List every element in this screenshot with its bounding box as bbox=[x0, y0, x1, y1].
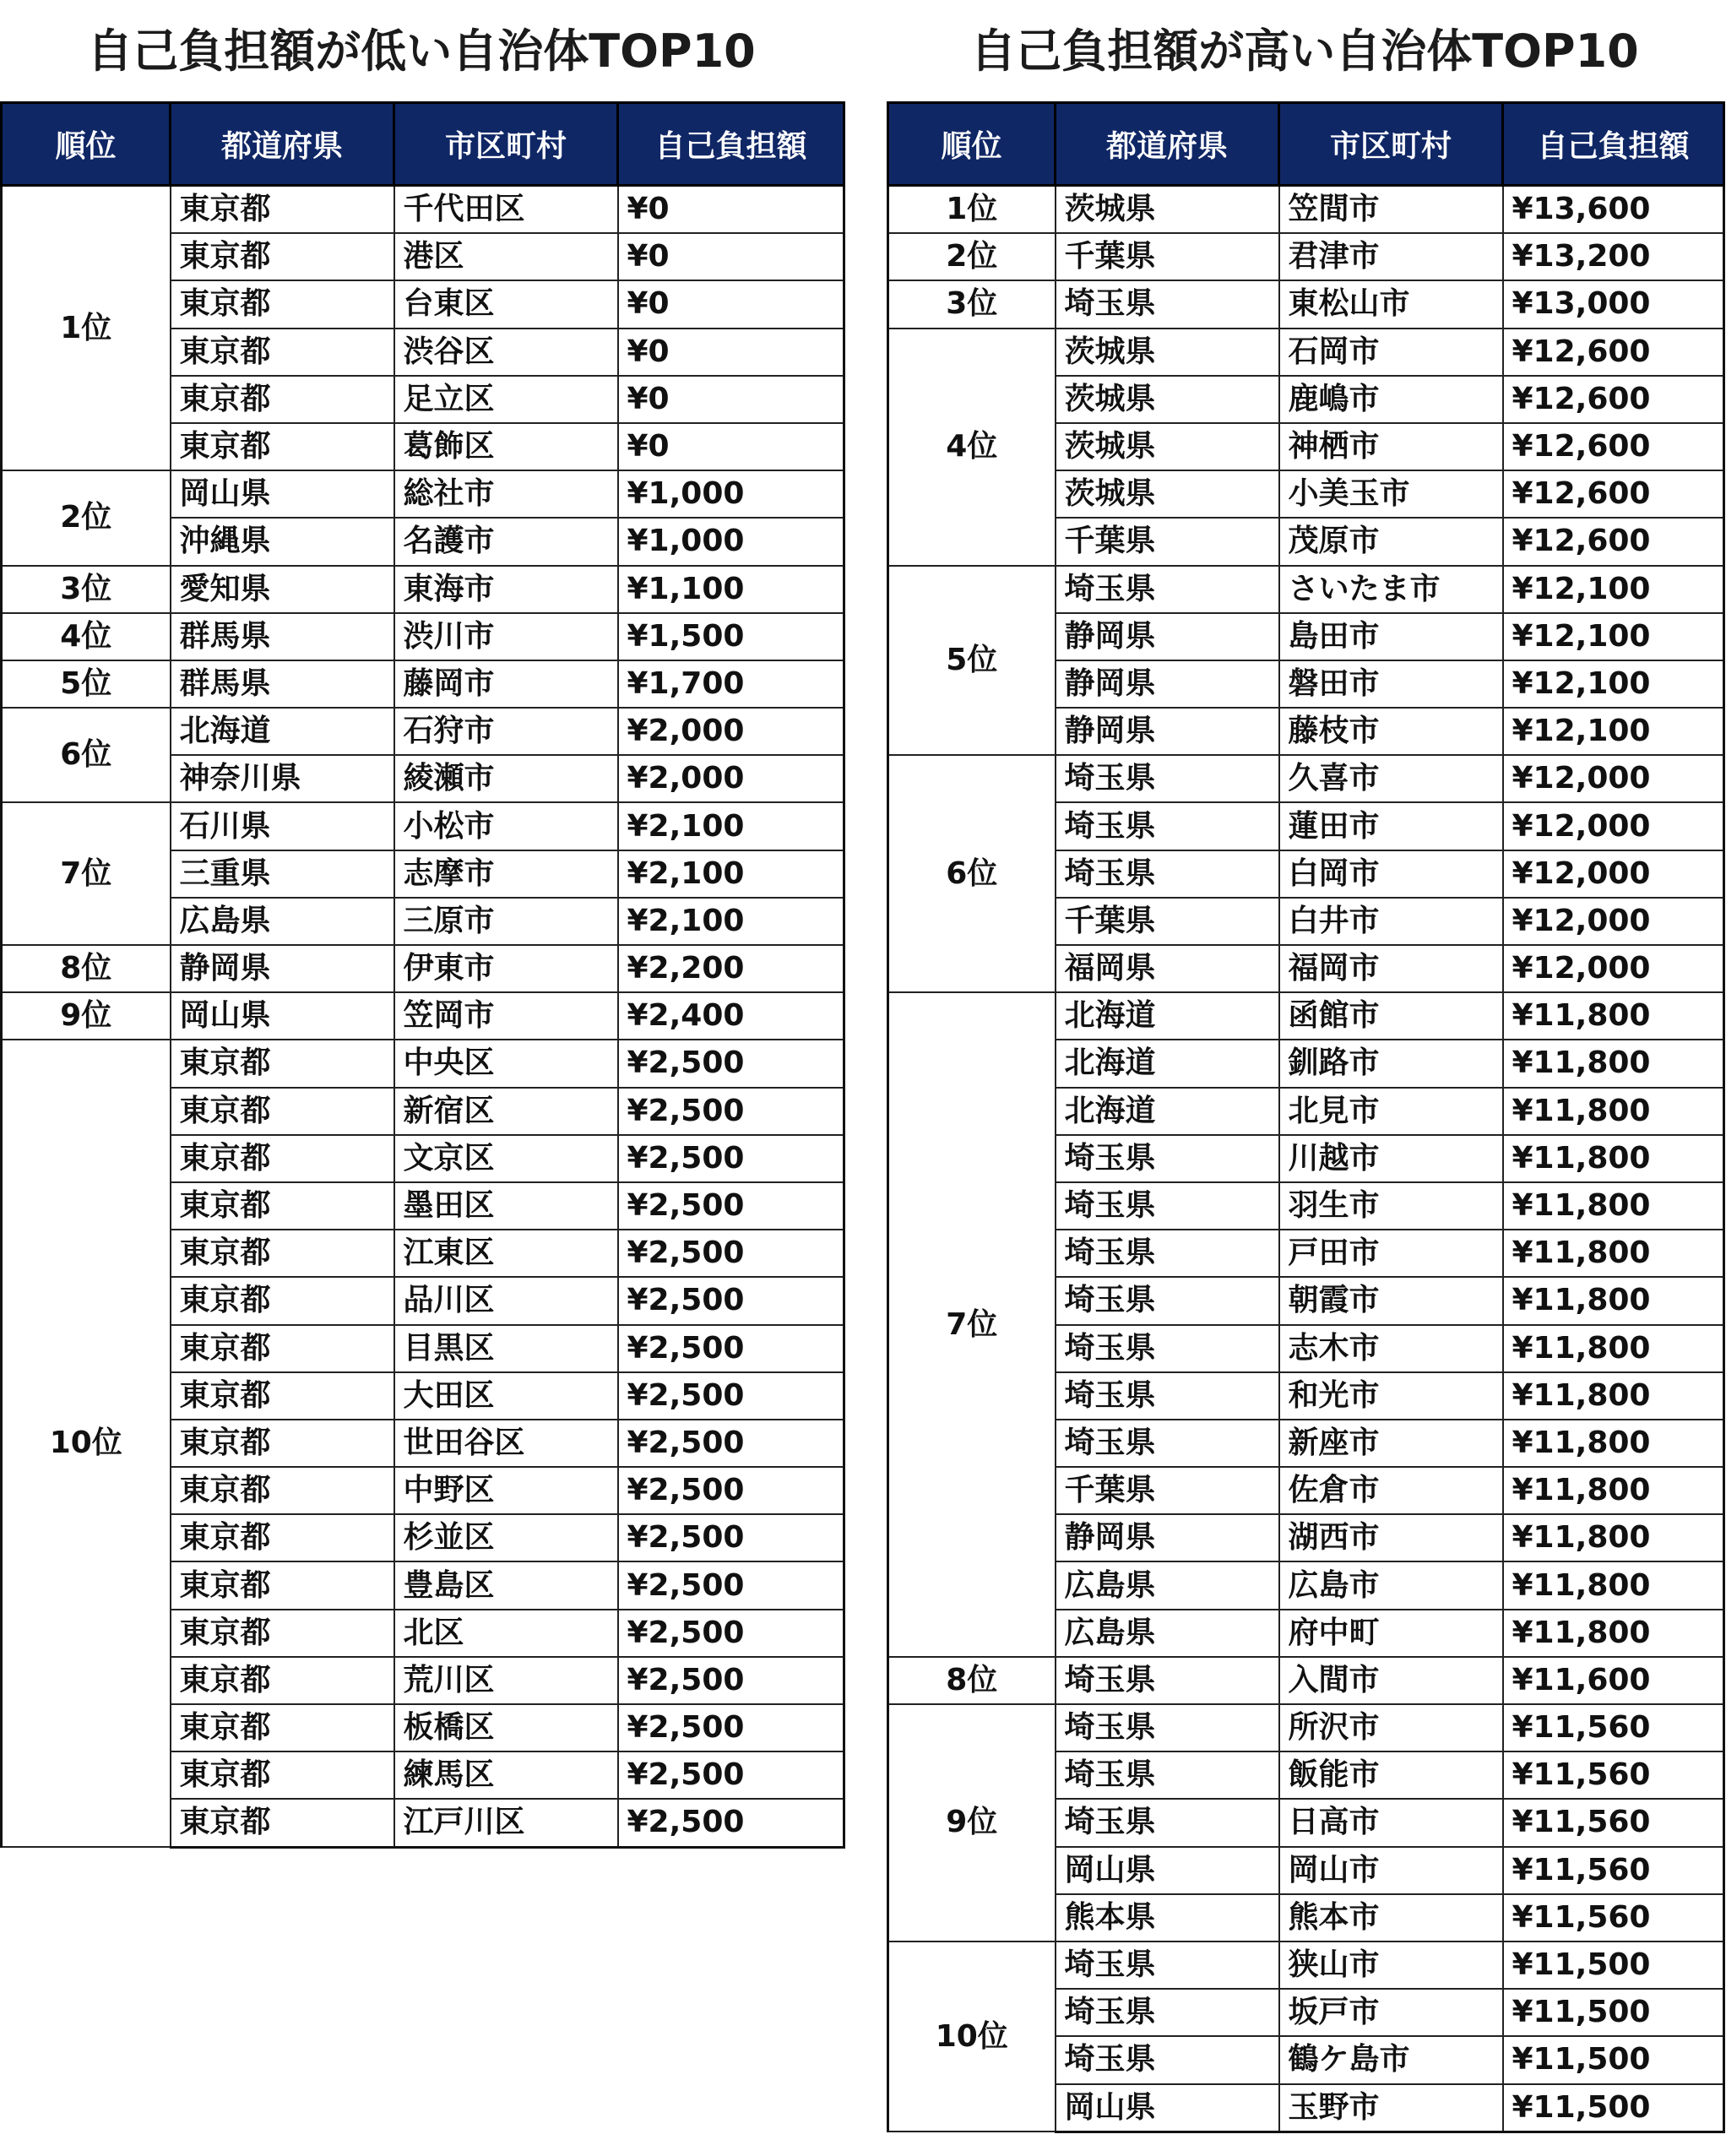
prefecture-cell: 千葉県 bbox=[1056, 898, 1279, 945]
municipality-cell: 和光市 bbox=[1279, 1372, 1503, 1420]
prefecture-cell: 東京都 bbox=[171, 376, 394, 423]
amount-cell: ¥2,500 bbox=[618, 1135, 844, 1182]
amount-cell: ¥0 bbox=[618, 329, 844, 376]
table-row bbox=[2, 660, 844, 708]
table-row bbox=[888, 755, 1724, 802]
municipality-cell: 総社市 bbox=[394, 470, 618, 518]
amount-cell: ¥11,800 bbox=[1503, 1325, 1724, 1372]
amount-cell: ¥1,100 bbox=[618, 566, 844, 613]
high-ranking-title: 自己負担額が高い自治体TOP10 bbox=[970, 24, 1639, 78]
low-ranking-title: 自己負担額が低い自治体TOP10 bbox=[87, 24, 756, 78]
amount-cell: ¥12,600 bbox=[1503, 329, 1724, 376]
prefecture-cell: 東京都 bbox=[171, 1230, 394, 1277]
amount-cell: ¥0 bbox=[618, 423, 844, 470]
municipality-cell: 久喜市 bbox=[1279, 755, 1503, 802]
municipality-cell: 熊本市 bbox=[1279, 1894, 1503, 1941]
amount-cell: ¥2,000 bbox=[618, 708, 844, 755]
municipality-cell: 石岡市 bbox=[1279, 329, 1503, 376]
amount-cell: ¥2,100 bbox=[618, 898, 844, 945]
prefecture-cell: 東京都 bbox=[171, 1372, 394, 1420]
amount-cell: ¥11,800 bbox=[1503, 1088, 1724, 1135]
header-rank: 順位 bbox=[2, 103, 171, 186]
table-row bbox=[888, 186, 1724, 234]
amount-cell: ¥2,200 bbox=[618, 945, 844, 992]
prefecture-cell: 東京都 bbox=[171, 329, 394, 376]
amount-cell: ¥11,560 bbox=[1503, 1847, 1724, 1894]
municipality-cell: 葛飾区 bbox=[394, 423, 618, 470]
amount-cell: ¥13,600 bbox=[1503, 186, 1724, 234]
amount-cell: ¥12,100 bbox=[1503, 660, 1724, 708]
amount-cell: ¥11,800 bbox=[1503, 1230, 1724, 1277]
prefecture-cell: 北海道 bbox=[171, 708, 394, 755]
municipality-cell: 飯能市 bbox=[1279, 1751, 1503, 1799]
rank-cell: 3位 bbox=[2, 566, 171, 613]
prefecture-cell: 東京都 bbox=[171, 1325, 394, 1372]
prefecture-cell: 静岡県 bbox=[1056, 1514, 1279, 1561]
amount-cell: ¥2,000 bbox=[618, 755, 844, 802]
amount-cell: ¥11,560 bbox=[1503, 1704, 1724, 1751]
municipality-cell: 藤岡市 bbox=[394, 660, 618, 708]
rank-cell: 10位 bbox=[888, 1941, 1056, 2132]
amount-cell: ¥11,500 bbox=[1503, 2084, 1724, 2132]
low-ranking-table bbox=[0, 101, 845, 1849]
amount-cell: ¥2,400 bbox=[618, 992, 844, 1040]
low-ranking-panel bbox=[0, 0, 843, 1849]
amount-cell: ¥2,100 bbox=[618, 850, 844, 898]
prefecture-cell: 北海道 bbox=[1056, 992, 1279, 1040]
municipality-cell: 福岡市 bbox=[1279, 945, 1503, 992]
amount-cell: ¥11,800 bbox=[1503, 1135, 1724, 1182]
amount-cell: ¥1,000 bbox=[618, 470, 844, 518]
high-ranking-table bbox=[887, 101, 1725, 2133]
amount-cell: ¥2,500 bbox=[618, 1610, 844, 1657]
municipality-cell: 朝霞市 bbox=[1279, 1277, 1503, 1324]
rank-cell: 1位 bbox=[2, 186, 171, 471]
municipality-cell: 伊東市 bbox=[394, 945, 618, 992]
amount-cell: ¥2,500 bbox=[618, 1799, 844, 1847]
municipality-cell: 君津市 bbox=[1279, 233, 1503, 280]
municipality-cell: 大田区 bbox=[394, 1372, 618, 1420]
municipality-cell: 東海市 bbox=[394, 566, 618, 613]
prefecture-cell: 埼玉県 bbox=[1056, 1230, 1279, 1277]
municipality-cell: 玉野市 bbox=[1279, 2084, 1503, 2132]
prefecture-cell: 東京都 bbox=[171, 1657, 394, 1704]
prefecture-cell: 東京都 bbox=[171, 1135, 394, 1182]
prefecture-cell: 東京都 bbox=[171, 1561, 394, 1609]
rank-cell: 2位 bbox=[2, 470, 171, 565]
municipality-cell: 島田市 bbox=[1279, 613, 1503, 660]
municipality-cell: 渋谷区 bbox=[394, 329, 618, 376]
prefecture-cell: 東京都 bbox=[171, 1467, 394, 1514]
prefecture-cell: 千葉県 bbox=[1056, 1467, 1279, 1514]
prefecture-cell: 福岡県 bbox=[1056, 945, 1279, 992]
prefecture-cell: 静岡県 bbox=[1056, 613, 1279, 660]
prefecture-cell: 埼玉県 bbox=[1056, 1135, 1279, 1182]
table-row bbox=[888, 233, 1724, 280]
high-ranking-body bbox=[888, 186, 1724, 2132]
municipality-cell: 笠間市 bbox=[1279, 186, 1503, 234]
amount-cell: ¥0 bbox=[618, 376, 844, 423]
rank-cell: 5位 bbox=[2, 660, 171, 708]
prefecture-cell: 北海道 bbox=[1056, 1088, 1279, 1135]
prefecture-cell: 茨城県 bbox=[1056, 376, 1279, 423]
prefecture-cell: 東京都 bbox=[171, 1277, 394, 1324]
amount-cell: ¥11,560 bbox=[1503, 1894, 1724, 1941]
municipality-cell: 釧路市 bbox=[1279, 1040, 1503, 1087]
amount-cell: ¥2,500 bbox=[618, 1088, 844, 1135]
rank-cell: 9位 bbox=[888, 1704, 1056, 1941]
amount-cell: ¥0 bbox=[618, 280, 844, 328]
municipality-cell: 小松市 bbox=[394, 802, 618, 850]
prefecture-cell: 埼玉県 bbox=[1056, 2036, 1279, 2083]
municipality-cell: 杉並区 bbox=[394, 1514, 618, 1561]
low-ranking-body bbox=[2, 186, 844, 1848]
prefecture-cell: 岡山県 bbox=[171, 470, 394, 518]
prefecture-cell: 東京都 bbox=[171, 233, 394, 280]
municipality-cell: 志木市 bbox=[1279, 1325, 1503, 1372]
municipality-cell: 世田谷区 bbox=[394, 1420, 618, 1467]
prefecture-cell: 埼玉県 bbox=[1056, 1989, 1279, 2036]
amount-cell: ¥12,600 bbox=[1503, 470, 1724, 518]
municipality-cell: 板橋区 bbox=[394, 1704, 618, 1751]
amount-cell: ¥2,500 bbox=[618, 1277, 844, 1324]
amount-cell: ¥12,000 bbox=[1503, 802, 1724, 850]
amount-cell: ¥12,000 bbox=[1503, 850, 1724, 898]
municipality-cell: 中野区 bbox=[394, 1467, 618, 1514]
table-row bbox=[2, 186, 844, 234]
municipality-cell: 中央区 bbox=[394, 1040, 618, 1087]
prefecture-cell: 広島県 bbox=[1056, 1561, 1279, 1609]
municipality-cell: 港区 bbox=[394, 233, 618, 280]
prefecture-cell: 岡山県 bbox=[171, 992, 394, 1040]
header-prefecture: 都道府県 bbox=[1056, 103, 1279, 186]
municipality-cell: 江戸川区 bbox=[394, 1799, 618, 1847]
table-header-row bbox=[2, 103, 844, 186]
municipality-cell: 笠岡市 bbox=[394, 992, 618, 1040]
table-row bbox=[888, 1657, 1724, 1704]
amount-cell: ¥2,500 bbox=[618, 1372, 844, 1420]
amount-cell: ¥11,800 bbox=[1503, 1182, 1724, 1230]
amount-cell: ¥11,800 bbox=[1503, 1610, 1724, 1657]
municipality-cell: 岡山市 bbox=[1279, 1847, 1503, 1894]
municipality-cell: 目黒区 bbox=[394, 1325, 618, 1372]
table-row bbox=[2, 945, 844, 992]
municipality-cell: 川越市 bbox=[1279, 1135, 1503, 1182]
table-row bbox=[888, 1941, 1724, 1989]
amount-cell: ¥12,100 bbox=[1503, 708, 1724, 755]
prefecture-cell: 静岡県 bbox=[171, 945, 394, 992]
prefecture-cell: 岡山県 bbox=[1056, 1847, 1279, 1894]
amount-cell: ¥2,500 bbox=[618, 1514, 844, 1561]
prefecture-cell: 熊本県 bbox=[1056, 1894, 1279, 1941]
table-row bbox=[2, 1040, 844, 1087]
municipality-cell: 足立区 bbox=[394, 376, 618, 423]
prefecture-cell: 千葉県 bbox=[1056, 233, 1279, 280]
rank-cell: 7位 bbox=[888, 992, 1056, 1657]
municipality-cell: 神栖市 bbox=[1279, 423, 1503, 470]
prefecture-cell: 埼玉県 bbox=[1056, 566, 1279, 613]
header-amount: 自己負担額 bbox=[1503, 103, 1724, 186]
rank-cell: 5位 bbox=[888, 566, 1056, 756]
amount-cell: ¥11,800 bbox=[1503, 1040, 1724, 1087]
amount-cell: ¥11,560 bbox=[1503, 1751, 1724, 1799]
header-municipality: 市区町村 bbox=[1279, 103, 1503, 186]
amount-cell: ¥11,500 bbox=[1503, 1989, 1724, 2036]
prefecture-cell: 茨城県 bbox=[1056, 329, 1279, 376]
table-row bbox=[2, 802, 844, 850]
municipality-cell: 綾瀬市 bbox=[394, 755, 618, 802]
rank-cell: 1位 bbox=[888, 186, 1056, 234]
rank-cell: 6位 bbox=[888, 755, 1056, 992]
amount-cell: ¥12,600 bbox=[1503, 518, 1724, 565]
municipality-cell: 豊島区 bbox=[394, 1561, 618, 1609]
rank-cell: 8位 bbox=[2, 945, 171, 992]
municipality-cell: 広島市 bbox=[1279, 1561, 1503, 1609]
municipality-cell: 三原市 bbox=[394, 898, 618, 945]
municipality-cell: 東松山市 bbox=[1279, 280, 1503, 328]
rank-cell: 8位 bbox=[888, 1657, 1056, 1704]
amount-cell: ¥11,800 bbox=[1503, 1514, 1724, 1561]
amount-cell: ¥1,700 bbox=[618, 660, 844, 708]
municipality-cell: 鹿嶋市 bbox=[1279, 376, 1503, 423]
prefecture-cell: 神奈川県 bbox=[171, 755, 394, 802]
amount-cell: ¥11,800 bbox=[1503, 1561, 1724, 1609]
amount-cell: ¥1,000 bbox=[618, 518, 844, 565]
municipality-cell: 江東区 bbox=[394, 1230, 618, 1277]
prefecture-cell: 埼玉県 bbox=[1056, 1420, 1279, 1467]
prefecture-cell: 埼玉県 bbox=[1056, 1277, 1279, 1324]
prefecture-cell: 埼玉県 bbox=[1056, 802, 1279, 850]
amount-cell: ¥2,500 bbox=[618, 1040, 844, 1087]
amount-cell: ¥2,500 bbox=[618, 1467, 844, 1514]
municipality-cell: 佐倉市 bbox=[1279, 1467, 1503, 1514]
prefecture-cell: 東京都 bbox=[171, 1704, 394, 1751]
amount-cell: ¥12,600 bbox=[1503, 376, 1724, 423]
amount-cell: ¥11,800 bbox=[1503, 1467, 1724, 1514]
amount-cell: ¥11,600 bbox=[1503, 1657, 1724, 1704]
amount-cell: ¥12,600 bbox=[1503, 423, 1724, 470]
table-row bbox=[888, 280, 1724, 328]
prefecture-cell: 埼玉県 bbox=[1056, 1751, 1279, 1799]
prefecture-cell: 東京都 bbox=[171, 1514, 394, 1561]
municipality-cell: 藤枝市 bbox=[1279, 708, 1503, 755]
amount-cell: ¥13,200 bbox=[1503, 233, 1724, 280]
municipality-cell: 白井市 bbox=[1279, 898, 1503, 945]
prefecture-cell: 静岡県 bbox=[1056, 660, 1279, 708]
prefecture-cell: 北海道 bbox=[1056, 1040, 1279, 1087]
amount-cell: ¥2,500 bbox=[618, 1704, 844, 1751]
prefecture-cell: 群馬県 bbox=[171, 613, 394, 660]
amount-cell: ¥13,000 bbox=[1503, 280, 1724, 328]
municipality-cell: 狭山市 bbox=[1279, 1941, 1503, 1989]
municipality-cell: 坂戸市 bbox=[1279, 1989, 1503, 2036]
header-prefecture: 都道府県 bbox=[171, 103, 394, 186]
prefecture-cell: 埼玉県 bbox=[1056, 280, 1279, 328]
table-row bbox=[2, 708, 844, 755]
municipality-cell: 品川区 bbox=[394, 1277, 618, 1324]
prefecture-cell: 東京都 bbox=[171, 1088, 394, 1135]
amount-cell: ¥2,500 bbox=[618, 1657, 844, 1704]
prefecture-cell: 埼玉県 bbox=[1056, 1657, 1279, 1704]
prefecture-cell: 静岡県 bbox=[1056, 708, 1279, 755]
prefecture-cell: 愛知県 bbox=[171, 566, 394, 613]
municipality-cell: 湖西市 bbox=[1279, 1514, 1503, 1561]
prefecture-cell: 埼玉県 bbox=[1056, 755, 1279, 802]
amount-cell: ¥0 bbox=[618, 233, 844, 280]
table-row bbox=[2, 992, 844, 1040]
rank-cell: 4位 bbox=[2, 613, 171, 660]
prefecture-cell: 東京都 bbox=[171, 1040, 394, 1087]
municipality-cell: 所沢市 bbox=[1279, 1704, 1503, 1751]
prefecture-cell: 埼玉県 bbox=[1056, 1799, 1279, 1846]
municipality-cell: 函館市 bbox=[1279, 992, 1503, 1040]
municipality-cell: 渋川市 bbox=[394, 613, 618, 660]
amount-cell: ¥2,500 bbox=[618, 1182, 844, 1230]
prefecture-cell: 埼玉県 bbox=[1056, 850, 1279, 898]
header-amount: 自己負担額 bbox=[618, 103, 844, 186]
prefecture-cell: 広島県 bbox=[1056, 1610, 1279, 1657]
amount-cell: ¥11,560 bbox=[1503, 1799, 1724, 1846]
table-row bbox=[2, 613, 844, 660]
prefecture-cell: 東京都 bbox=[171, 186, 394, 234]
prefecture-cell: 埼玉県 bbox=[1056, 1372, 1279, 1420]
municipality-cell: 千代田区 bbox=[394, 186, 618, 234]
prefecture-cell: 沖縄県 bbox=[171, 518, 394, 565]
amount-cell: ¥12,000 bbox=[1503, 945, 1724, 992]
amount-cell: ¥12,000 bbox=[1503, 755, 1724, 802]
municipality-cell: 新宿区 bbox=[394, 1088, 618, 1135]
prefecture-cell: 千葉県 bbox=[1056, 518, 1279, 565]
municipality-cell: 台東区 bbox=[394, 280, 618, 328]
header-municipality: 市区町村 bbox=[394, 103, 618, 186]
amount-cell: ¥2,500 bbox=[618, 1561, 844, 1609]
prefecture-cell: 埼玉県 bbox=[1056, 1325, 1279, 1372]
table-row bbox=[888, 992, 1724, 1040]
municipality-cell: 入間市 bbox=[1279, 1657, 1503, 1704]
municipality-cell: 名護市 bbox=[394, 518, 618, 565]
amount-cell: ¥11,800 bbox=[1503, 992, 1724, 1040]
amount-cell: ¥2,100 bbox=[618, 802, 844, 850]
table-row bbox=[888, 566, 1724, 613]
amount-cell: ¥12,000 bbox=[1503, 898, 1724, 945]
municipality-cell: 墨田区 bbox=[394, 1182, 618, 1230]
municipality-cell: 小美玉市 bbox=[1279, 470, 1503, 518]
prefecture-cell: 茨城県 bbox=[1056, 423, 1279, 470]
prefecture-cell: 茨城県 bbox=[1056, 470, 1279, 518]
amount-cell: ¥2,500 bbox=[618, 1325, 844, 1372]
municipality-cell: 北見市 bbox=[1279, 1088, 1503, 1135]
prefecture-cell: 埼玉県 bbox=[1056, 1941, 1279, 1989]
rank-cell: 9位 bbox=[2, 992, 171, 1040]
prefecture-cell: 埼玉県 bbox=[1056, 1182, 1279, 1230]
municipality-cell: 蓮田市 bbox=[1279, 802, 1503, 850]
rank-cell: 6位 bbox=[2, 708, 171, 802]
municipality-cell: 文京区 bbox=[394, 1135, 618, 1182]
municipality-cell: 荒川区 bbox=[394, 1657, 618, 1704]
amount-cell: ¥2,500 bbox=[618, 1420, 844, 1467]
prefecture-cell: 岡山県 bbox=[1056, 2084, 1279, 2132]
municipality-cell: 練馬区 bbox=[394, 1751, 618, 1799]
municipality-cell: 茂原市 bbox=[1279, 518, 1503, 565]
prefecture-cell: 東京都 bbox=[171, 1610, 394, 1657]
table-row bbox=[888, 1704, 1724, 1751]
rank-cell: 4位 bbox=[888, 329, 1056, 566]
prefecture-cell: 東京都 bbox=[171, 1751, 394, 1799]
municipality-cell: 府中町 bbox=[1279, 1610, 1503, 1657]
amount-cell: ¥12,100 bbox=[1503, 613, 1724, 660]
prefecture-cell: 三重県 bbox=[171, 850, 394, 898]
municipality-cell: 新座市 bbox=[1279, 1420, 1503, 1467]
municipality-cell: 鶴ケ島市 bbox=[1279, 2036, 1503, 2083]
rank-cell: 3位 bbox=[888, 280, 1056, 328]
table-row bbox=[888, 329, 1724, 376]
municipality-cell: 戸田市 bbox=[1279, 1230, 1503, 1277]
rank-cell: 10位 bbox=[2, 1040, 171, 1847]
high-ranking-panel bbox=[887, 0, 1723, 2133]
prefecture-cell: 東京都 bbox=[171, 1799, 394, 1847]
municipality-cell: さいたま市 bbox=[1279, 566, 1503, 613]
amount-cell: ¥0 bbox=[618, 186, 844, 234]
amount-cell: ¥12,100 bbox=[1503, 566, 1724, 613]
prefecture-cell: 石川県 bbox=[171, 802, 394, 850]
amount-cell: ¥11,500 bbox=[1503, 2036, 1724, 2083]
prefecture-cell: 埼玉県 bbox=[1056, 1704, 1279, 1751]
prefecture-cell: 東京都 bbox=[171, 1420, 394, 1467]
table-header-row bbox=[888, 103, 1724, 186]
municipality-cell: 羽生市 bbox=[1279, 1182, 1503, 1230]
amount-cell: ¥11,800 bbox=[1503, 1372, 1724, 1420]
amount-cell: ¥11,800 bbox=[1503, 1277, 1724, 1324]
prefecture-cell: 東京都 bbox=[171, 1182, 394, 1230]
prefecture-cell: 東京都 bbox=[171, 280, 394, 328]
prefecture-cell: 広島県 bbox=[171, 898, 394, 945]
rank-cell: 7位 bbox=[2, 802, 171, 945]
municipality-cell: 志摩市 bbox=[394, 850, 618, 898]
municipality-cell: 日高市 bbox=[1279, 1799, 1503, 1846]
prefecture-cell: 群馬県 bbox=[171, 660, 394, 708]
municipality-cell: 白岡市 bbox=[1279, 850, 1503, 898]
amount-cell: ¥2,500 bbox=[618, 1751, 844, 1799]
amount-cell: ¥1,500 bbox=[618, 613, 844, 660]
prefecture-cell: 東京都 bbox=[171, 423, 394, 470]
municipality-cell: 磐田市 bbox=[1279, 660, 1503, 708]
amount-cell: ¥11,500 bbox=[1503, 1941, 1724, 1989]
prefecture-cell: 茨城県 bbox=[1056, 186, 1279, 234]
rank-cell: 2位 bbox=[888, 233, 1056, 280]
amount-cell: ¥11,800 bbox=[1503, 1420, 1724, 1467]
municipality-cell: 石狩市 bbox=[394, 708, 618, 755]
header-rank: 順位 bbox=[888, 103, 1056, 186]
table-row bbox=[2, 470, 844, 518]
municipality-cell: 北区 bbox=[394, 1610, 618, 1657]
amount-cell: ¥2,500 bbox=[618, 1230, 844, 1277]
table-row bbox=[2, 566, 844, 613]
